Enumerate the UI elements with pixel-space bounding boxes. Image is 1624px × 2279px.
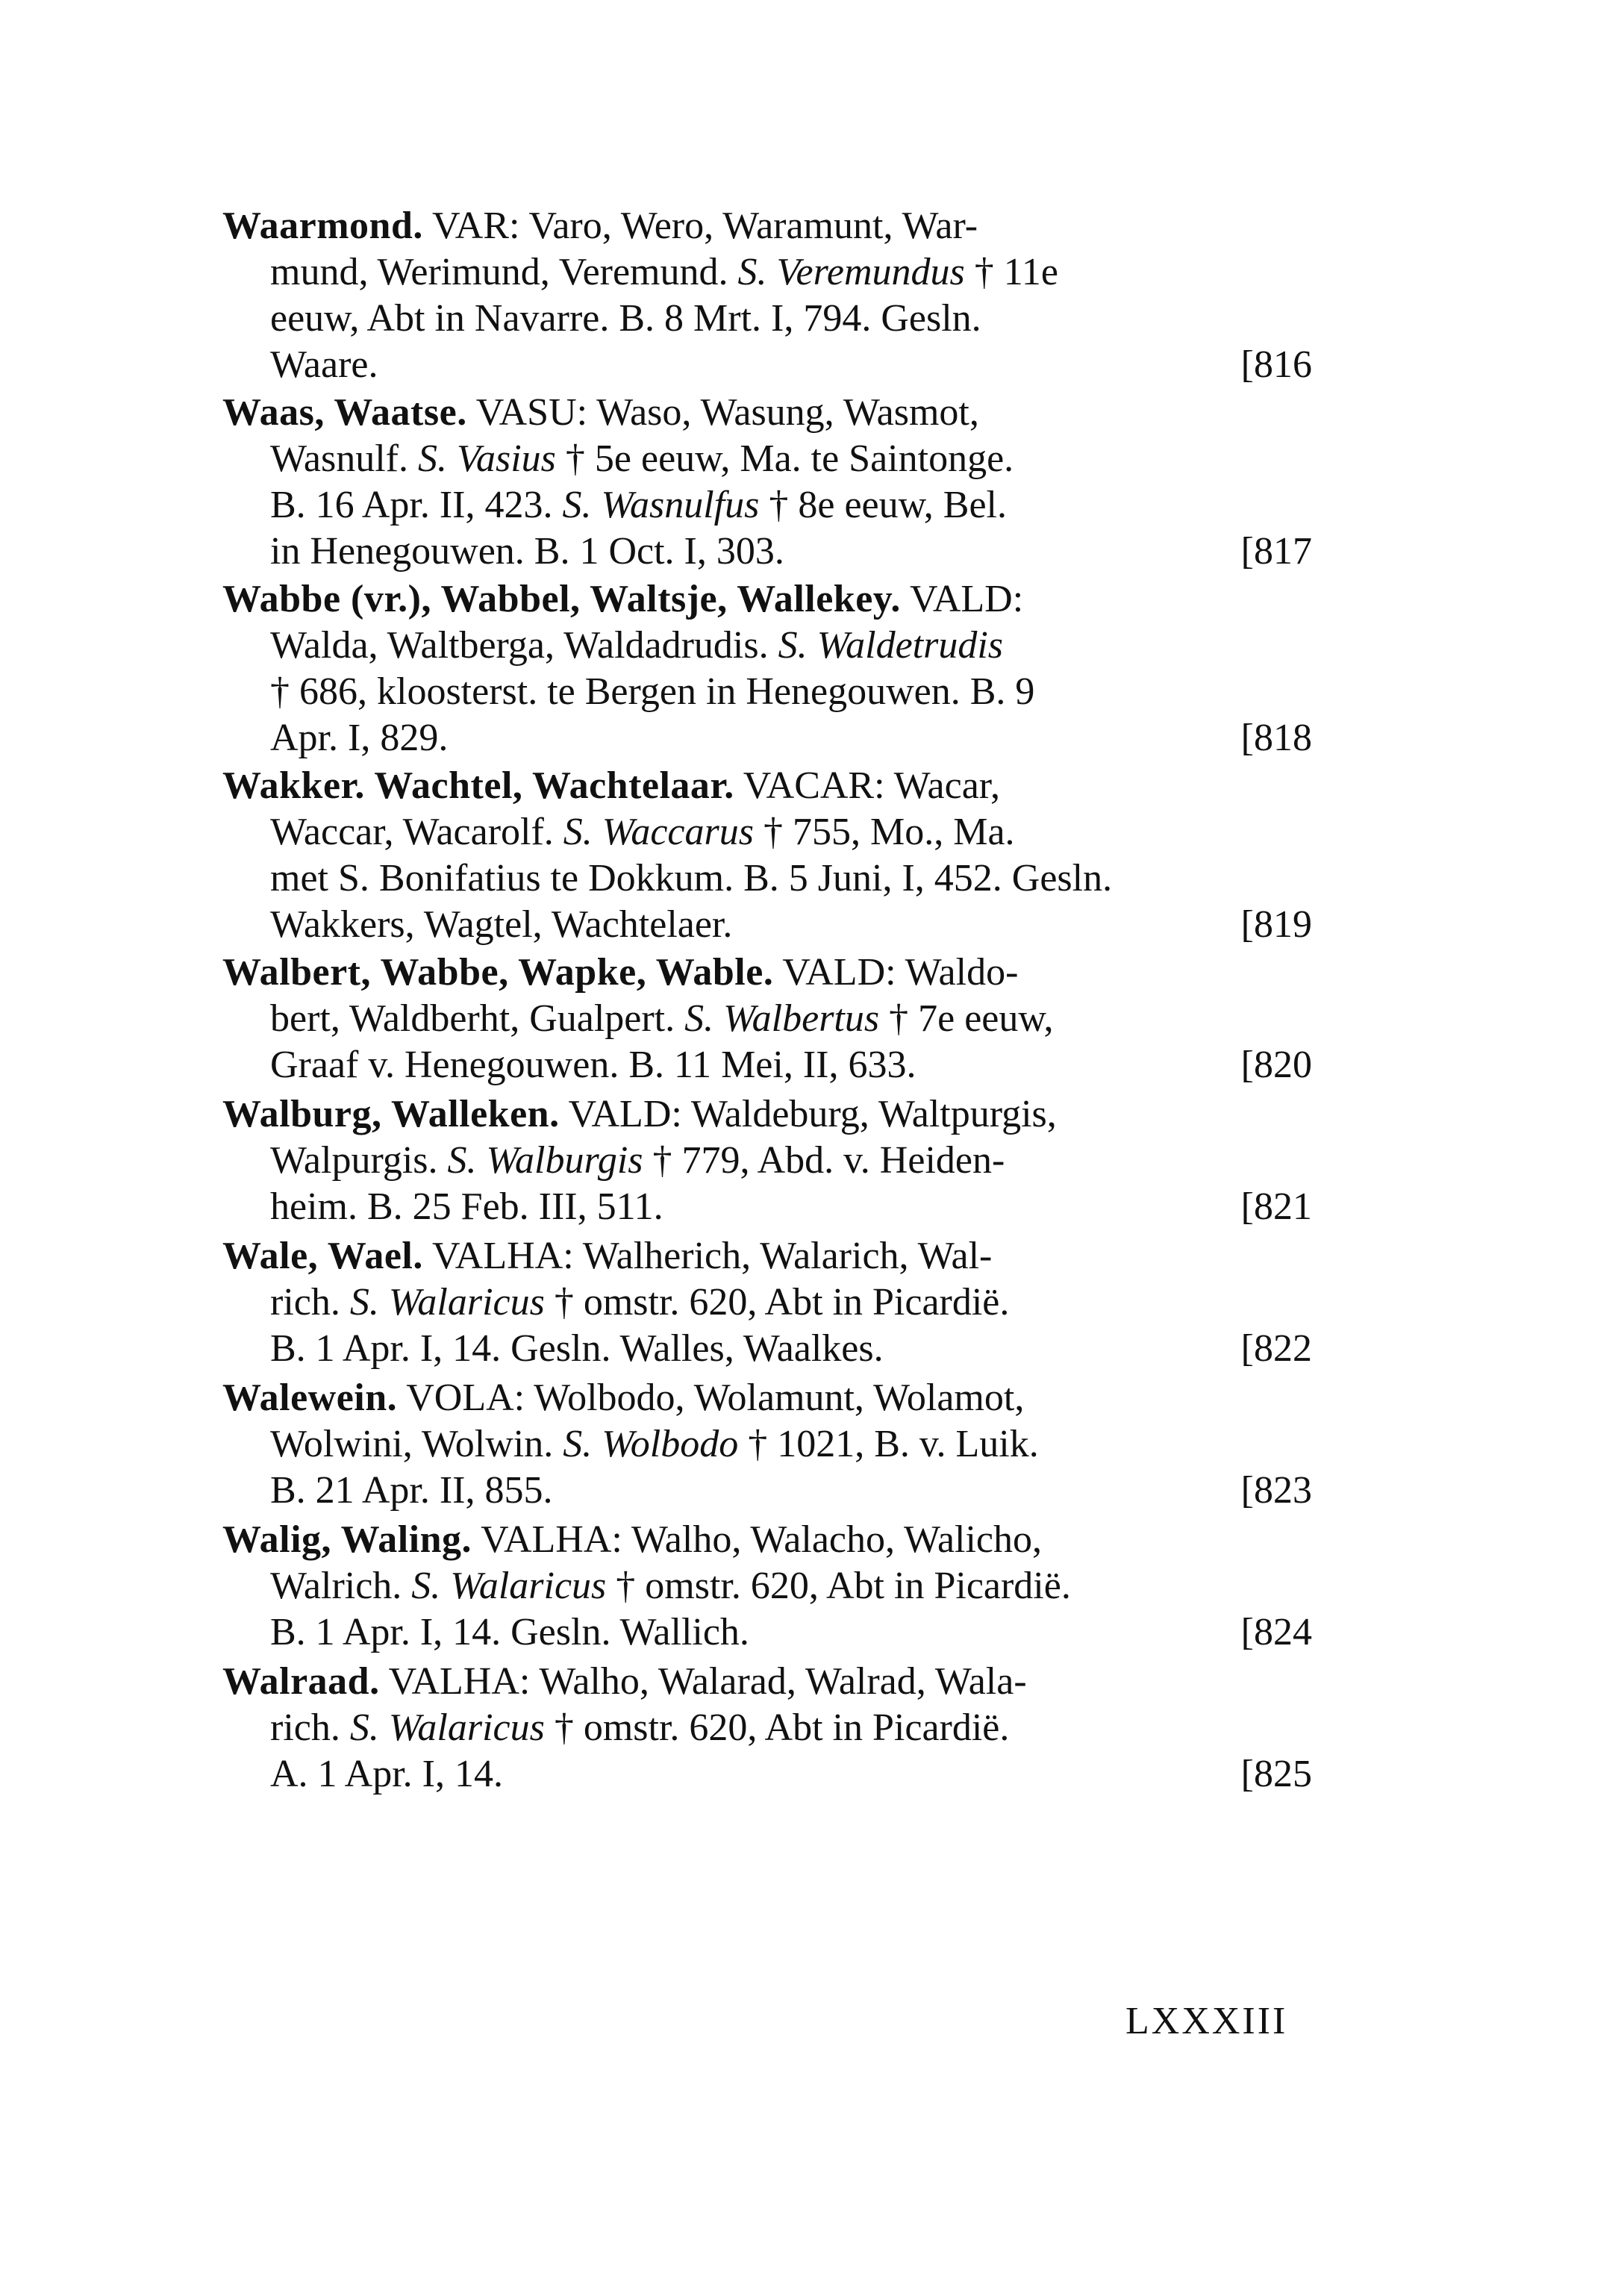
headword: Waas, Waatse. — [222, 391, 467, 434]
entry-823 — [222, 1375, 1312, 1514]
entry-number: [816 — [1240, 343, 1312, 386]
saint-name: Vasius — [457, 437, 556, 480]
entry-line: Walig, Waling. VALHA: Walho, Walacho, Walicho, — [222, 1518, 1043, 1561]
entry-line: eeuw, Abt in Navarre. B. 8 Mrt. I, 794. Gesln. — [270, 297, 981, 340]
entry-line: Waarmond. VAR: Varo, Wero, Waramunt, War- — [222, 205, 978, 247]
entry-line: rich. S. Walaricus † omstr. 620, Abt in Picardië. — [270, 1281, 1010, 1324]
saint-name: Walaricus — [450, 1565, 607, 1607]
entry-number: [821 — [1240, 1185, 1312, 1228]
entry-number: [822 — [1240, 1327, 1312, 1370]
saint-name: Wasnulfus — [601, 484, 760, 526]
saint-name: Wolbodo — [602, 1423, 739, 1465]
entry-line: B. 16 Apr. II, 423. S. Wasnulfus † 8e eeuw, Bel. — [270, 484, 1008, 526]
headword: Wabbe (vr.), Wabbel, Waltsje, Wallekey. — [222, 578, 901, 620]
entry-822 — [222, 1233, 1312, 1372]
headword: Walraad. — [222, 1660, 380, 1703]
entry-line: Wakker. Wachtel, Wachtelaar. VACAR: Wacar, — [222, 764, 1001, 807]
entry-816 — [222, 203, 1312, 388]
entry-number: [825 — [1240, 1753, 1312, 1795]
headword: Wale, Wael. — [222, 1235, 423, 1277]
entry-824 — [222, 1517, 1312, 1656]
entry-line: B. 21 Apr. II, 855. — [270, 1469, 553, 1512]
entry-818 — [222, 576, 1312, 761]
entry-line: Wabbe (vr.), Wabbel, Waltsje, Wallekey. VALD: — [222, 578, 1024, 620]
entry-number: [817 — [1240, 530, 1312, 573]
saint-name: Waccarus — [602, 811, 754, 853]
entry-line: Walrich. S. Walaricus † omstr. 620, Abt in Picardië. — [270, 1565, 1071, 1607]
entry-line: Apr. I, 829. — [270, 717, 449, 759]
entry-line: heim. B. 25 Feb. III, 511. — [270, 1185, 663, 1228]
entry-line: rich. S. Walaricus † omstr. 620, Abt in Picardië. — [270, 1706, 1010, 1749]
entry-line: Walewein. VOLA: Wolbodo, Wolamunt, Wolamot, — [222, 1377, 1025, 1419]
entry-line: Walbert, Wabbe, Wapke, Wable. VALD: Waldo- — [222, 951, 1019, 994]
entry-line: Waccar, Wacarolf. S. Waccarus † 755, Mo., Ma. — [270, 811, 1015, 853]
headword: Walburg, Walleken. — [222, 1093, 560, 1135]
entry-number: [824 — [1240, 1611, 1312, 1653]
entry-line: B. 1 Apr. I, 14. Gesln. Walles, Waalkes. — [270, 1327, 884, 1370]
entry-line: A. 1 Apr. I, 14. — [270, 1753, 503, 1795]
entry-819 — [222, 763, 1312, 948]
headword: Walbert, Wabbe, Wapke, Wable. — [222, 951, 774, 994]
saint-name: Veremundus — [776, 251, 965, 293]
entry-line: B. 1 Apr. I, 14. Gesln. Wallich. — [270, 1611, 749, 1653]
entry-line: bert, Waldberht, Gualpert. S. Walbertus † 7e eeuw, — [270, 997, 1054, 1040]
entry-line: Wolwini, Wolwin. S. Wolbodo † 1021, B. v. Luik. — [270, 1423, 1039, 1465]
entry-821 — [222, 1091, 1312, 1230]
entry-820 — [222, 950, 1312, 1088]
entry-line: Wale, Wael. VALHA: Walherich, Walarich, Wal- — [222, 1235, 993, 1277]
entry-line: Walburg, Walleken. VALD: Waldeburg, Waltpurgis, — [222, 1093, 1057, 1135]
entry-line: Waare. — [270, 343, 378, 386]
entry-line: Waas, Waatse. VASU: Waso, Wasung, Wasmot, — [222, 391, 979, 434]
entry-line: mund, Werimund, Veremund. S. Veremundus † 11e — [270, 251, 1058, 293]
entry-line: Wakkers, Wagtel, Wachtelaer. — [270, 903, 733, 946]
entry-number: [823 — [1240, 1469, 1312, 1512]
headword: Walig, Waling. — [222, 1518, 472, 1561]
entry-line: met S. Bonifatius te Dokkum. B. 5 Juni, I, 452. Gesln. — [270, 857, 1113, 900]
saint-name: Walaricus — [388, 1706, 545, 1749]
entry-line: Walpurgis. S. Walburgis † 779, Abd. v. Heiden- — [270, 1139, 1005, 1182]
headword: Waarmond. — [222, 205, 423, 247]
saint-name: Walbertus — [723, 997, 880, 1040]
entry-line: Graaf v. Henegouwen. B. 11 Mei, II, 633. — [270, 1044, 916, 1086]
headword: Walewein. — [222, 1377, 398, 1419]
entry-line: in Henegouwen. B. 1 Oct. I, 303. — [270, 530, 784, 573]
page-number: LXXXIII — [1125, 2000, 1288, 2042]
entry-line: Wasnulf. S. Vasius † 5e eeuw, Ma. te Saintonge. — [270, 437, 1014, 480]
saint-name: Walburgis — [486, 1139, 643, 1182]
entry-number: [818 — [1240, 717, 1312, 759]
entry-line: Walda, Waltberga, Waldadrudis. S. Waldetrudis — [270, 624, 1004, 667]
headword: Wakker. Wachtel, Wachtelaar. — [222, 764, 734, 807]
entry-number: [820 — [1240, 1044, 1312, 1086]
entry-number: [819 — [1240, 903, 1312, 946]
saint-name: Walaricus — [388, 1281, 545, 1324]
entry-line: Walraad. VALHA: Walho, Walarad, Walrad, Wala- — [222, 1660, 1027, 1703]
entry-line: † 686, kloosterst. te Bergen in Henegouwen. B. 9 — [270, 670, 1035, 713]
entry-817 — [222, 390, 1312, 575]
entry-825 — [222, 1659, 1312, 1798]
saint-name: Waldetrudis — [816, 624, 1004, 667]
